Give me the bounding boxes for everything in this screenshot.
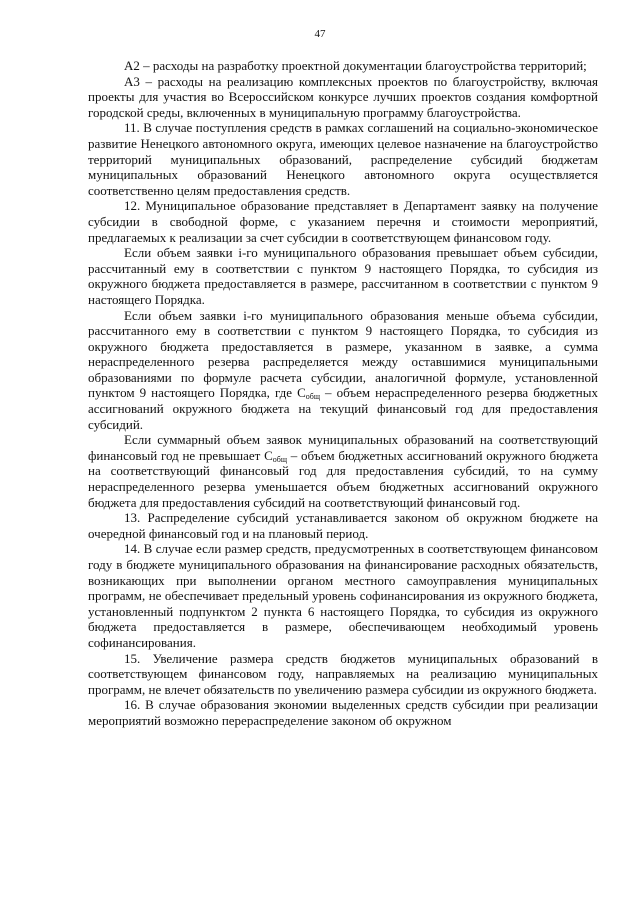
document-body <box>88 58 598 729</box>
paragraph-text: – объем бюджетных ассигнований окружного бюджета на соответствующий финансовый год для предоставления субсидий, то на сумму нераспределенного резерва уменьшается объем бюджетных ассигнований окружного бюджета для предоставления субсидий на соответствующий финансовый год. <box>88 447 598 510</box>
paragraph-text: Если суммарный объем заявок муниципальных образований на соответствующий финансовый год не превышает С <box>88 432 598 463</box>
paragraph-16 <box>88 697 598 728</box>
page-number: 47 <box>314 28 326 40</box>
paragraph-12-excess <box>88 245 598 307</box>
paragraph-text: 13. Распределение субсидий устанавливается законом об окружном бюджете на очередной финансовый год и на плановый период. <box>88 510 598 541</box>
paragraph-text: Если объем заявки i-го муниципального образования превышает объем субсидии, рассчитанный ему в соответствии с пунктом 9 настоящего Порядка, то субсидия из окружного бюджета предоставляется в размере, рассчитанном в соответствии с пунктом 9 настоящего Порядка. <box>88 245 598 307</box>
paragraph-text: 15. Увеличение размера средств бюджетов муниципальных образований в соответствующем финансовом году, направляемых на реализацию муниципальных программ, не влечет обязательств по увеличению размера субсидии из окружного бюджета. <box>88 650 598 697</box>
paragraph-12-shortfall <box>88 308 598 433</box>
paragraph-text: 11. В случае поступления средств в рамках соглашений на социально-экономическое развитие Ненецкого автономного округа, имеющих целевое назначение на благоустройство территорий муниципальных образований, распределение субсидий бюджетам муниципальных образований Ненецкого автономного округа осуществляется соответственно целям предоставления средств. <box>88 120 598 198</box>
paragraph-15 <box>88 651 598 698</box>
paragraph-text: A3 – расходы на реализацию комплексных проектов по благоустройству, включая проекты для участия во Всероссийском конкурсе лучших проектов создания комфортной городской среды, включенных в муниципальную программу благоустройства. <box>88 73 598 120</box>
paragraph-12-total <box>88 432 598 510</box>
paragraph-11 <box>88 120 598 198</box>
paragraph-a3 <box>88 74 598 121</box>
paragraph-12 <box>88 198 598 245</box>
paragraph-text: A2 – расходы на разработку проектной документации благоустройства территорий; <box>124 58 587 73</box>
paragraph-13 <box>88 510 598 541</box>
paragraph-14 <box>88 541 598 650</box>
paragraph-text: 14. В случае если размер средств, предусмотренных в соответствующем финансовом году в бюджете муниципального образования на финансирование расходных обязательств, возникающих при выполнении органом местного самоуправления муниципальных программ, не обеспечивает предельный уровень софинансирования из окружного бюджета, установленный подпунктом 2 пункта 6 настоящего Порядка, то субсидия из окружного бюджета предоставляется в размере, обеспечивающем необходимый уровень софинансирования. <box>88 541 598 650</box>
subscript-total: общ <box>305 392 320 402</box>
paragraph-text: Если объем заявки i-го муниципального образования меньше объема субсидии, рассчитанного ему в соответствии с пунктом 9 настоящего Порядка, то субсидия из окружного бюджета предоставляется в размере, указанном в заявке, а сумма нераспределенного резерва распределяется между оставшимися муниципальными образованиями по формуле расчета субсидии, аналогичной формуле, установленной пунктом 9 настоящего Порядка, где С <box>88 307 598 401</box>
subscript-total: общ <box>272 454 287 464</box>
paragraph-text: 16. В случае образования экономии выделенных средств субсидии при реализации мероприятий возможно перераспределение законом об окружном <box>88 697 598 728</box>
paragraph-a2 <box>88 58 598 74</box>
paragraph-text: 12. Муниципальное образование представляет в Департамент заявку на получение субсидии в свободной форме, с указанием перечня и стоимости мероприятий, предлагаемых к реализации за счет субсидии в соответствующем финансовом году. <box>88 198 598 245</box>
paragraph-text: – объем нераспределенного резерва бюджетных ассигнований окружного бюджета на текущий финансовый год для предоставления субсидий. <box>88 385 598 432</box>
